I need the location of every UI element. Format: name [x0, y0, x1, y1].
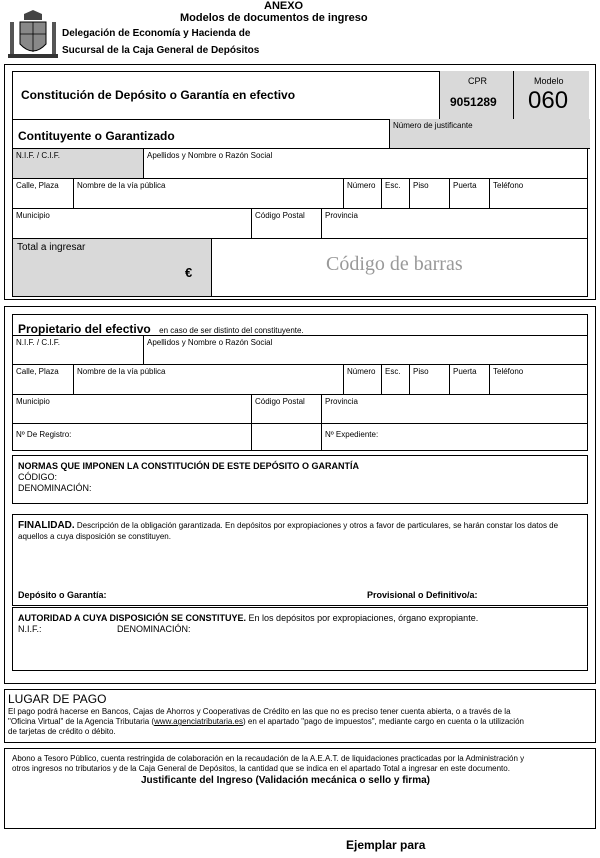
lugar-text-2a: "Oficina Virtual" de la Agencia Tributaria ( [8, 717, 155, 726]
delegacion-label: Delegación de Economía y Hacienda de [62, 28, 251, 39]
p-puerta-field[interactable] [449, 365, 489, 394]
section-constituyente [4, 64, 596, 300]
provincia-field[interactable] [321, 209, 587, 238]
nif-row [13, 148, 587, 178]
esc-field[interactable] [381, 179, 409, 208]
finalidad-text: Descripción de la obligación garantizada. En depósitos por expropiaciones y otros a favor de particulares, se harán constar los datos de aquellos a cuya disposición se constituyen. [18, 521, 559, 541]
lugar-title: LUGAR DE PAGO [8, 692, 107, 706]
coat-of-arms-icon [6, 10, 60, 60]
autoridad-denominacion: DENOMINACIÓN: [117, 624, 191, 634]
lugar-de-pago-box [4, 689, 596, 743]
barcode-area [211, 239, 587, 296]
normas-codigo: CÓDIGO: [18, 472, 58, 482]
p-piso-label: Piso [413, 367, 429, 376]
cp-field[interactable] [251, 209, 321, 238]
p-address-row [13, 364, 587, 394]
abono-text-2: otros ingresos no tributarios y de la Caja General de Depósitos, la cantidad que se indica en el apartado Total a ingresar en este documento. [12, 764, 510, 773]
p-cp-field[interactable] [251, 395, 321, 423]
numero-field[interactable] [343, 179, 381, 208]
sucursal-label: Sucursal de la Caja General de Depósitos [62, 45, 260, 56]
p-esc-field[interactable] [381, 365, 409, 394]
numero-label: Número [347, 181, 376, 190]
autoridad-title: AUTORIDAD A CUYA DISPOSICIÓN SE CONSTITUYE. [18, 613, 247, 623]
p-nif-label: N.I.F. / C.I.F. [16, 338, 61, 347]
p-numero-label: Número [347, 367, 376, 376]
registro-spacer [251, 424, 321, 450]
cp-label: Código Postal [255, 211, 305, 220]
total-row [13, 238, 587, 296]
registro-label: Nº De Registro: [16, 430, 72, 439]
p-cp-label: Código Postal [255, 397, 305, 406]
provisional-label: Provisional o Definitivo/a: [367, 590, 478, 600]
justificante-box[interactable] [4, 748, 596, 829]
esc-label: Esc. [385, 181, 401, 190]
autoridad-box[interactable] [12, 607, 588, 671]
modelo-label: Modelo [534, 76, 564, 86]
finalidad-text-block [18, 520, 582, 542]
propietario-grid [12, 314, 588, 451]
p-esc-label: Esc. [385, 367, 401, 376]
p-piso-field[interactable] [409, 365, 449, 394]
p-calle-label: Calle, Plaza [16, 367, 59, 376]
p-provincia-field[interactable] [321, 395, 587, 423]
lugar-text-2 [8, 717, 524, 726]
p-telefono-field[interactable] [489, 365, 587, 394]
puerta-field[interactable] [449, 179, 489, 208]
total-field[interactable] [13, 239, 211, 296]
autoridad-line [18, 613, 478, 623]
euro-sign: € [185, 265, 193, 280]
p-provincia-label: Provincia [325, 397, 358, 406]
p-municipio-label: Municipio [16, 397, 50, 406]
agencia-link[interactable]: www.agenciatributaria.es [154, 717, 243, 726]
num-justificante-field[interactable] [389, 119, 590, 149]
p-via-field[interactable] [73, 365, 343, 394]
piso-field[interactable] [409, 179, 449, 208]
cpr-value: 9051289 [450, 95, 497, 109]
normas-title: NORMAS QUE IMPONEN LA CONSTITUCIÓN DE ESTE DEPÓSITO O GARANTÍA [18, 461, 360, 471]
autoridad-text: En los depósitos por expropiaciones, órgano expropiante. [248, 613, 479, 623]
piso-label: Piso [413, 181, 429, 190]
total-label: Total a ingresar [17, 242, 86, 253]
p-apellidos-field[interactable] [143, 336, 587, 364]
p-municipio-row [13, 394, 587, 423]
num-justificante-label: Número de justificante [393, 121, 473, 130]
title-box [12, 71, 588, 120]
via-field[interactable] [73, 179, 343, 208]
cpr-label: CPR [468, 76, 488, 86]
nif-label: N.I.F. / C.I.F. [16, 151, 61, 160]
lugar-text-1: El pago podrá hacerse en Bancos, Cajas de Ahorros y Cooperativas de Crédito en las que no es preciso tener cuenta abierta, o a través de la [8, 707, 511, 716]
normas-denominacion: DENOMINACIÓN: [18, 483, 92, 493]
constituyente-title: Contituyente o Garantizado [18, 129, 175, 143]
apellidos-label: Apellidos y Nombre o Razón Social [147, 151, 273, 160]
modelo-box [513, 71, 589, 120]
p-numero-field[interactable] [343, 365, 381, 394]
propietario-note: en caso de ser distinto del constituyente. [159, 326, 304, 335]
constituyente-grid [12, 119, 588, 297]
municipio-label: Municipio [16, 211, 50, 220]
p-registro-row [13, 423, 587, 450]
expediente-label: Nº Expediente: [325, 430, 379, 439]
p-nif-row [13, 335, 587, 364]
calle-label: Calle, Plaza [16, 181, 59, 190]
puerta-label: Puerta [453, 181, 477, 190]
provincia-label: Provincia [325, 211, 358, 220]
form-title: Constitución de Depósito o Garantía en efectivo [21, 88, 296, 102]
via-label: Nombre de la vía pública [77, 181, 166, 190]
nif-field[interactable] [13, 149, 143, 178]
deposito-label: Depósito o Garantía: [18, 590, 107, 600]
finalidad-box[interactable] [12, 514, 588, 606]
barcode-placeholder: Código de barras [326, 253, 463, 275]
apellidos-field[interactable] [143, 149, 587, 178]
section-propietario [4, 306, 596, 684]
abono-text-1: Abono a Tesoro Público, cuenta restringida de colaboración en la recaudación de la A.E.A.T. de liquidaciones practicadas por la Administración y [12, 754, 525, 763]
form-subtitle: Modelos de documentos de ingreso [180, 12, 368, 24]
propietario-title: Propietario del efectivo [18, 322, 151, 336]
telefono-field[interactable] [489, 179, 587, 208]
normas-box[interactable] [12, 455, 588, 504]
lugar-text-2b: ) en el apartado "pago de impuestos", mediante cargo en cuenta o la utilización [243, 717, 524, 726]
expediente-field[interactable] [321, 424, 587, 450]
cpr-box [439, 71, 514, 120]
p-telefono-label: Teléfono [493, 367, 524, 376]
ejemplar-para: Ejemplar para [346, 838, 426, 852]
p-via-label: Nombre de la vía pública [77, 367, 166, 376]
finalidad-title: FINALIDAD. [18, 520, 75, 531]
municipio-row [13, 208, 587, 238]
address-row [13, 178, 587, 208]
lugar-text-3: de tarjetas de crédito o débito. [8, 727, 116, 736]
justificante-label: Justificante del Ingreso (Validación mecánica o sello y firma) [141, 775, 430, 786]
anexo-heading: ANEXO [264, 0, 304, 12]
p-puerta-label: Puerta [453, 367, 477, 376]
autoridad-nif: N.I.F.: [18, 624, 42, 634]
p-apellidos-label: Apellidos y Nombre o Razón Social [147, 338, 273, 347]
telefono-label: Teléfono [493, 181, 524, 190]
modelo-value: 060 [528, 87, 569, 114]
